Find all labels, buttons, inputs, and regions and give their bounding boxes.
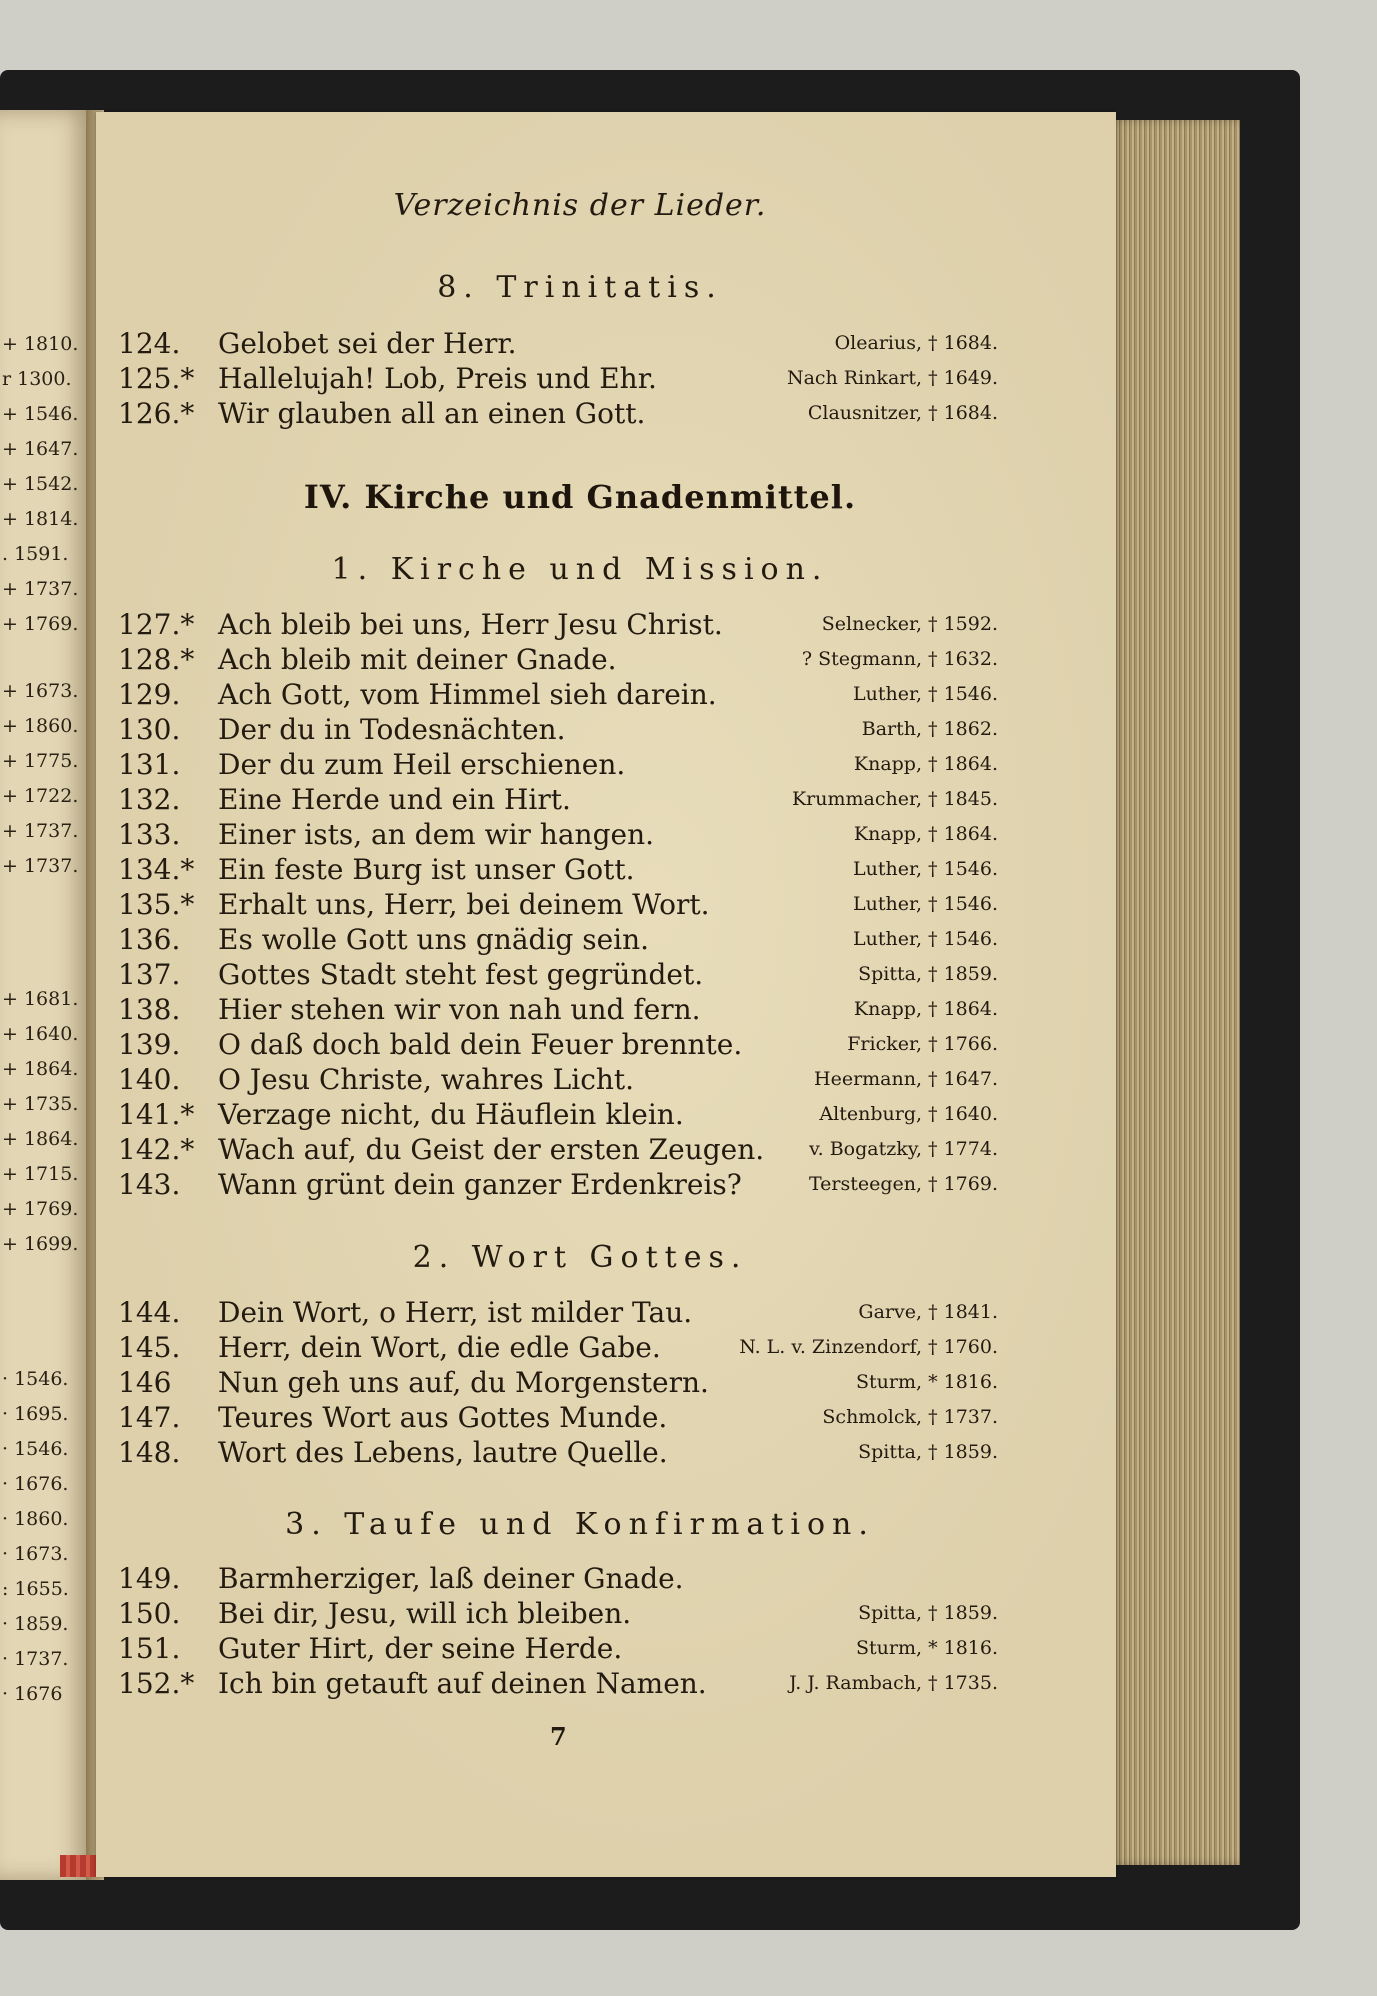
hymn-author: Krummacher, † 1845. bbox=[791, 788, 998, 810]
hymn-number: 147. bbox=[118, 1401, 181, 1434]
hymn-number: 128.* bbox=[118, 643, 195, 676]
hymn-author: Spitta, † 1859. bbox=[858, 1441, 998, 1463]
margin-year: + 1864. bbox=[2, 1058, 79, 1080]
hymn-row bbox=[118, 1562, 998, 1596]
hymn-author: J. J. Rambach, † 1735. bbox=[789, 1672, 998, 1694]
hymn-row bbox=[118, 1063, 998, 1097]
hymn-row bbox=[118, 1401, 998, 1435]
hymn-title: Hier stehen wir von nah und fern. bbox=[218, 993, 701, 1026]
hymn-number: 124. bbox=[118, 327, 181, 360]
hymn-title: Teures Wort aus Gottes Munde. bbox=[218, 1401, 668, 1434]
margin-year: + 1860. bbox=[2, 715, 79, 737]
hymn-row bbox=[118, 818, 998, 852]
hymn-row bbox=[118, 1133, 998, 1167]
hymn-number: 144. bbox=[118, 1296, 181, 1329]
margin-year: + 1722. bbox=[2, 785, 79, 807]
hymn-number: 143. bbox=[118, 1168, 181, 1201]
hymn-author: Nach Rinkart, † 1649. bbox=[786, 367, 998, 389]
hymn-title: Der du zum Heil erschienen. bbox=[218, 748, 626, 781]
hymn-row bbox=[118, 713, 998, 747]
hymn-number: 135.* bbox=[118, 888, 195, 921]
hymn-author: Schmolck, † 1737. bbox=[822, 1406, 998, 1428]
margin-year: · 1676. bbox=[2, 1473, 69, 1495]
hymn-number: 145. bbox=[118, 1331, 181, 1364]
hymn-number: 130. bbox=[118, 713, 181, 746]
margin-year: . 1591. bbox=[2, 543, 69, 565]
hymn-title: Ach bleib bei uns, Herr Jesu Christ. bbox=[218, 608, 723, 641]
hymn-author: Knapp, † 1864. bbox=[853, 753, 998, 775]
margin-year: + 1769. bbox=[2, 1198, 79, 1220]
hymn-number: 137. bbox=[118, 958, 181, 991]
hymn-title: O daß doch bald dein Feuer brennte. bbox=[218, 1028, 743, 1061]
hymn-author: Olearius, † 1684. bbox=[834, 332, 998, 354]
hymn-number: 127.* bbox=[118, 608, 195, 641]
page-number: 7 bbox=[550, 1722, 567, 1751]
margin-year: + 1810. bbox=[2, 333, 79, 355]
margin-year: : 1655. bbox=[2, 1578, 69, 1600]
hymn-number: 129. bbox=[118, 678, 181, 711]
margin-year: r 1300. bbox=[2, 368, 72, 390]
margin-year: + 1542. bbox=[2, 473, 79, 495]
hymn-author: Knapp, † 1864. bbox=[853, 823, 998, 845]
hymn-title: Hallelujah! Lob, Preis und Ehr. bbox=[218, 362, 657, 395]
hymn-row bbox=[118, 1331, 998, 1365]
hymn-author: v. Bogatzky, † 1774. bbox=[809, 1138, 998, 1160]
hymn-author: Altenburg, † 1640. bbox=[819, 1103, 998, 1125]
hymn-number: 152.* bbox=[118, 1667, 195, 1700]
margin-year: + 1735. bbox=[2, 1093, 79, 1115]
hymn-title: Einer ists, an dem wir hangen. bbox=[218, 818, 654, 851]
hymn-row bbox=[118, 1366, 998, 1400]
hymn-title: Nun geh uns auf, du Morgenstern. bbox=[218, 1366, 709, 1399]
page-edges bbox=[1110, 120, 1240, 1865]
hymn-title: Dein Wort, o Herr, ist milder Tau. bbox=[218, 1296, 693, 1329]
hymn-row bbox=[118, 643, 998, 677]
hymn-author: Heermann, † 1647. bbox=[814, 1068, 998, 1090]
hymn-author: Spitta, † 1859. bbox=[858, 963, 998, 985]
section-wort-gottes: 2. Wort Gottes. bbox=[412, 1240, 748, 1275]
margin-year: + 1737. bbox=[2, 820, 79, 842]
hymn-row bbox=[118, 1436, 998, 1470]
margin-year: · 1673. bbox=[2, 1543, 69, 1565]
margin-year: + 1681. bbox=[2, 988, 79, 1010]
hymn-title: Wir glauben all an einen Gott. bbox=[218, 397, 646, 430]
hymn-author: Clausnitzer, † 1684. bbox=[807, 402, 998, 424]
margin-year: · 1859. bbox=[2, 1613, 69, 1635]
hymn-number: 148. bbox=[118, 1436, 181, 1469]
hymn-title: Ach bleib mit deiner Gnade. bbox=[218, 643, 617, 676]
hymn-title: O Jesu Christe, wahres Licht. bbox=[218, 1063, 635, 1096]
margin-year: + 1814. bbox=[2, 508, 79, 530]
hymn-title: Verzage nicht, du Häuflein klein. bbox=[218, 1098, 684, 1131]
hymn-title: Der du in Todesnächten. bbox=[218, 713, 566, 746]
hymn-number: 151. bbox=[118, 1632, 181, 1665]
hymn-author: Luther, † 1546. bbox=[853, 683, 998, 705]
hymn-title: Ein feste Burg ist unser Gott. bbox=[218, 853, 635, 886]
hymn-title: Guter Hirt, der seine Herde. bbox=[218, 1632, 623, 1665]
hymn-row bbox=[118, 888, 998, 922]
hymn-row bbox=[118, 608, 998, 642]
hymn-author: Knapp, † 1864. bbox=[853, 998, 998, 1020]
hymn-row bbox=[118, 1597, 998, 1631]
section-trinitatis: 8. Trinitatis. bbox=[437, 270, 723, 305]
hymn-author: Tersteegen, † 1769. bbox=[808, 1173, 998, 1195]
margin-year: + 1699. bbox=[2, 1233, 79, 1255]
hymn-row bbox=[118, 958, 998, 992]
hymn-number: 139. bbox=[118, 1028, 181, 1061]
hymn-author: Luther, † 1546. bbox=[853, 893, 998, 915]
margin-year: + 1647. bbox=[2, 438, 79, 460]
hymn-row bbox=[118, 397, 998, 431]
hymn-author: Barth, † 1862. bbox=[861, 718, 998, 740]
margin-year: + 1864. bbox=[2, 1128, 79, 1150]
hymn-row bbox=[118, 993, 998, 1027]
margin-year: + 1715. bbox=[2, 1163, 79, 1185]
hymn-number: 140. bbox=[118, 1063, 181, 1096]
margin-year: + 1775. bbox=[2, 750, 79, 772]
margin-year: + 1640. bbox=[2, 1023, 79, 1045]
part-heading: IV. Kirche und Gnadenmittel. bbox=[303, 478, 857, 516]
hymn-title: Barmherziger, laß deiner Gnade. bbox=[218, 1562, 684, 1595]
page-header: Verzeichnis der Lieder. bbox=[393, 188, 767, 223]
hymn-row bbox=[118, 1168, 998, 1202]
hymn-author: Sturm, * 1816. bbox=[856, 1637, 998, 1659]
hymn-row bbox=[118, 923, 998, 957]
hymn-row bbox=[118, 1632, 998, 1666]
hymn-author: Luther, † 1546. bbox=[853, 928, 998, 950]
hymn-row bbox=[118, 748, 998, 782]
hymn-author: Luther, † 1546. bbox=[853, 858, 998, 880]
hymn-author: ? Stegmann, † 1632. bbox=[801, 648, 998, 670]
hymn-row bbox=[118, 327, 998, 361]
hymn-author: Garve, † 1841. bbox=[858, 1301, 998, 1323]
hymn-number: 149. bbox=[118, 1562, 181, 1595]
hymn-row bbox=[118, 1667, 998, 1701]
margin-year: + 1737. bbox=[2, 855, 79, 877]
margin-year: + 1673. bbox=[2, 680, 79, 702]
margin-year: · 1737. bbox=[2, 1648, 69, 1670]
hymn-title: Bei dir, Jesu, will ich bleiben. bbox=[218, 1597, 632, 1630]
hymn-number: 125.* bbox=[118, 362, 195, 395]
hymn-row bbox=[118, 1296, 998, 1330]
hymn-title: Wach auf, du Geist der ersten Zeugen. bbox=[218, 1133, 765, 1166]
margin-year: · 1546. bbox=[2, 1438, 69, 1460]
margin-year: · 1676 bbox=[2, 1683, 63, 1705]
hymn-author: N. L. v. Zinzendorf, † 1760. bbox=[739, 1336, 998, 1358]
margin-year: · 1546. bbox=[2, 1368, 69, 1390]
hymn-number: 133. bbox=[118, 818, 181, 851]
hymn-number: 136. bbox=[118, 923, 181, 956]
hymn-author: Sturm, * 1816. bbox=[856, 1371, 998, 1393]
hymn-number: 138. bbox=[118, 993, 181, 1026]
hymn-number: 146 bbox=[118, 1366, 172, 1399]
hymn-row bbox=[118, 1098, 998, 1132]
margin-year: + 1546. bbox=[2, 403, 79, 425]
hymn-number: 131. bbox=[118, 748, 181, 781]
hymn-number: 132. bbox=[118, 783, 181, 816]
margin-year: · 1695. bbox=[2, 1403, 69, 1425]
hymn-number: 150. bbox=[118, 1597, 181, 1630]
hymn-number: 141.* bbox=[118, 1098, 195, 1131]
hymn-author: Spitta, † 1859. bbox=[858, 1602, 998, 1624]
hymn-row bbox=[118, 362, 998, 396]
hymn-row bbox=[118, 678, 998, 712]
hymn-title: Gottes Stadt steht fest gegründet. bbox=[218, 958, 704, 991]
hymn-title: Ich bin getauft auf deinen Namen. bbox=[218, 1667, 707, 1700]
margin-year: + 1737. bbox=[2, 578, 79, 600]
hymn-title: Herr, dein Wort, die edle Gabe. bbox=[218, 1331, 661, 1364]
hymn-row bbox=[118, 783, 998, 817]
section-kirche-mission: 1. Kirche und Mission. bbox=[331, 552, 829, 587]
margin-year: + 1769. bbox=[2, 613, 79, 635]
hymn-number: 142.* bbox=[118, 1133, 195, 1166]
hymn-number: 126.* bbox=[118, 397, 195, 430]
hymn-number: 134.* bbox=[118, 853, 195, 886]
hymn-author: Fricker, † 1766. bbox=[847, 1033, 998, 1055]
hymn-title: Wann grünt dein ganzer Erdenkreis? bbox=[218, 1168, 742, 1201]
hymn-title: Erhalt uns, Herr, bei deinem Wort. bbox=[218, 888, 710, 921]
hymn-author: Selnecker, † 1592. bbox=[821, 613, 998, 635]
hymn-title: Ach Gott, vom Himmel sieh darein. bbox=[218, 678, 717, 711]
hymn-title: Es wolle Gott uns gnädig sein. bbox=[218, 923, 650, 956]
section-taufe: 3. Taufe und Konfirmation. bbox=[285, 1507, 875, 1542]
hymn-title: Eine Herde und ein Hirt. bbox=[218, 783, 571, 816]
hymn-title: Wort des Lebens, lautre Quelle. bbox=[218, 1436, 668, 1469]
margin-year: · 1860. bbox=[2, 1508, 69, 1530]
hymn-title: Gelobet sei der Herr. bbox=[218, 327, 517, 360]
hymn-row bbox=[118, 853, 998, 887]
hymn-row bbox=[118, 1028, 998, 1062]
